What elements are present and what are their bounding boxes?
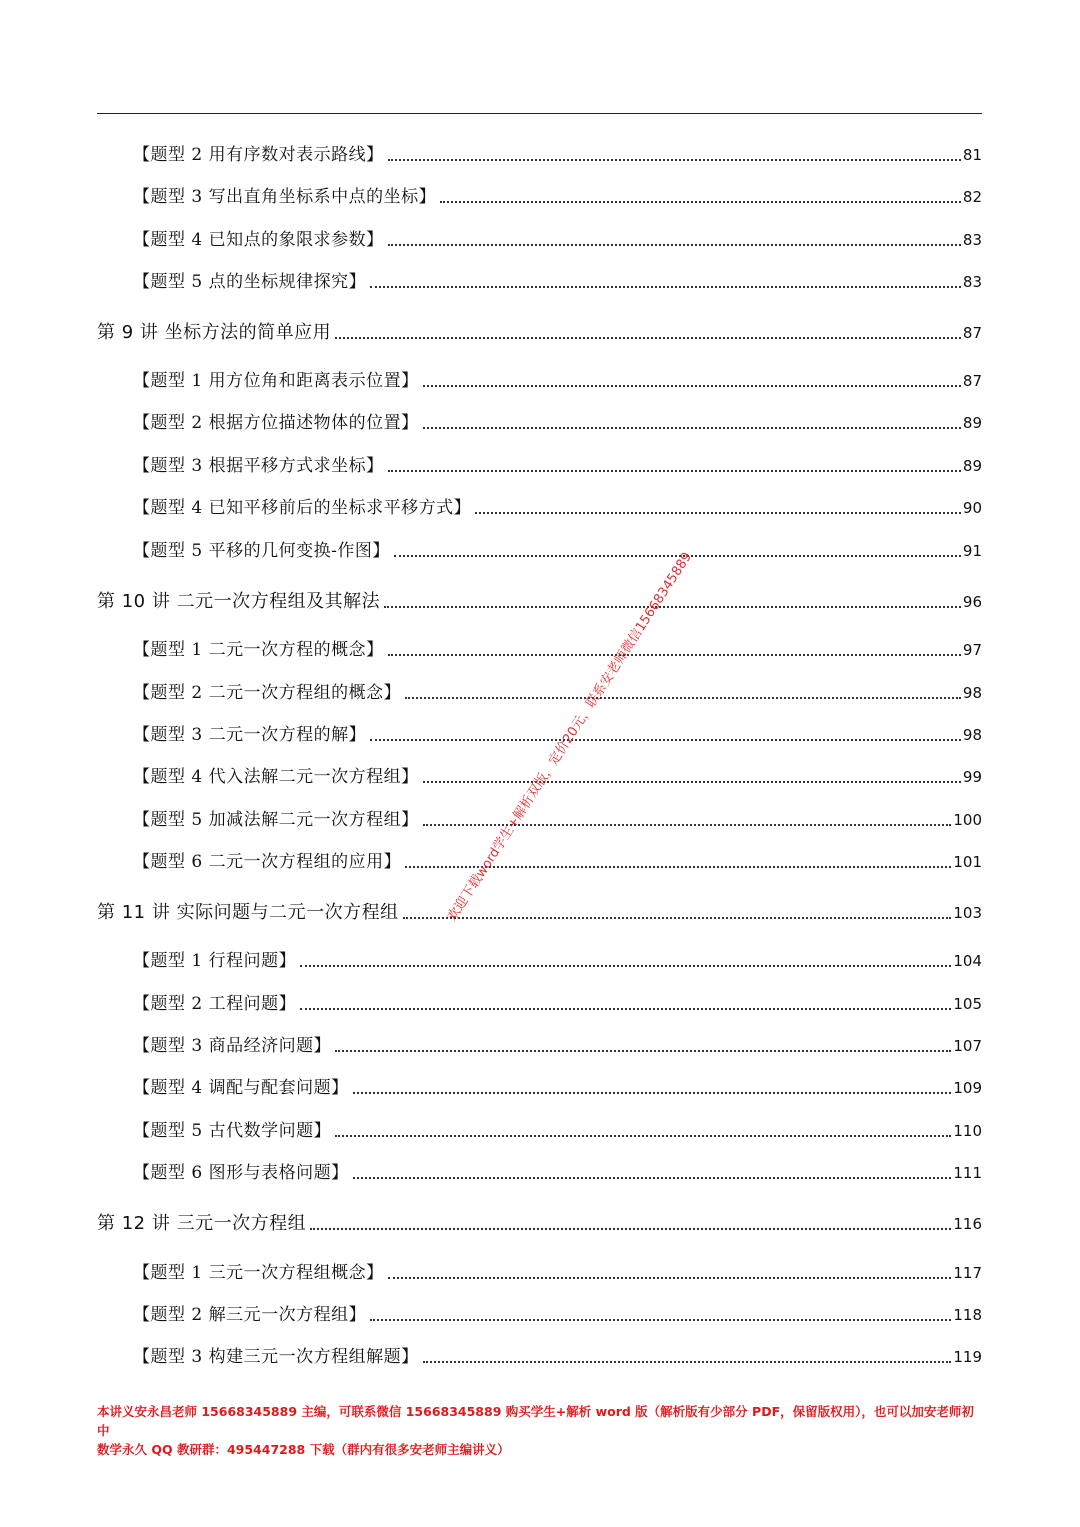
toc-entry-page: 107 — [953, 1037, 982, 1055]
toc-entry-title: 【题型 5 平移的几何变换-作图】 — [133, 541, 390, 561]
toc-chapter-title: 第 12 讲 三元一次方程组 — [97, 1213, 307, 1234]
leader-dots — [335, 337, 961, 339]
toc-entry-title: 【题型 2 工程问题】 — [133, 994, 297, 1014]
toc-chapter-page: 87 — [962, 324, 982, 342]
leader-dots — [384, 606, 961, 608]
leader-dots — [335, 1050, 951, 1052]
toc-entry-title: 【题型 5 点的坐标规律探究】 — [133, 272, 367, 292]
leader-dots — [405, 697, 961, 699]
toc-entry-page: 87 — [962, 372, 982, 390]
toc-entry-title: 【题型 3 商品经济问题】 — [133, 1036, 332, 1056]
toc-entry[interactable] — [133, 267, 982, 293]
toc-entry-page: 99 — [962, 768, 982, 786]
toc-entry[interactable] — [133, 451, 982, 477]
toc-entry-page: 101 — [953, 853, 982, 871]
toc-chapter[interactable] — [97, 587, 982, 613]
toc-entry-page: 100 — [953, 811, 982, 829]
toc-entry-page: 117 — [953, 1264, 982, 1282]
toc-entry[interactable] — [133, 678, 982, 704]
toc-entry[interactable] — [133, 1116, 982, 1142]
leader-dots — [310, 1228, 951, 1230]
toc-chapter[interactable] — [97, 318, 982, 344]
toc-chapter[interactable] — [97, 898, 982, 924]
leader-dots — [423, 385, 961, 387]
toc-entry-title: 【题型 3 二元一次方程的解】 — [133, 725, 367, 745]
leader-dots — [403, 917, 952, 919]
toc-entry-title: 【题型 1 二元一次方程的概念】 — [133, 640, 384, 660]
toc-entry-page: 98 — [962, 726, 982, 744]
toc-chapter-title: 第 10 讲 二元一次方程组及其解法 — [97, 591, 381, 612]
leader-dots — [370, 286, 961, 288]
toc-entry[interactable] — [133, 1158, 982, 1184]
toc-entry[interactable] — [133, 493, 982, 519]
leader-dots — [423, 781, 961, 783]
leader-dots — [423, 1361, 952, 1363]
leader-dots — [353, 1177, 952, 1179]
toc-entry-title: 【题型 1 行程问题】 — [133, 951, 297, 971]
toc-entry-title: 【题型 1 三元一次方程组概念】 — [133, 1263, 384, 1283]
toc-entry-page: 83 — [962, 273, 982, 291]
toc-entry-title: 【题型 5 加减法解二元一次方程组】 — [133, 810, 419, 830]
toc-entry-title: 【题型 4 代入法解二元一次方程组】 — [133, 767, 419, 787]
toc-entry[interactable] — [133, 1342, 982, 1368]
toc-entry-title: 【题型 4 已知平移前后的坐标求平移方式】 — [133, 498, 472, 518]
toc-entry-page: 82 — [962, 188, 982, 206]
leader-dots — [388, 470, 961, 472]
toc-entry-page: 89 — [962, 414, 982, 432]
toc-entry-title: 【题型 5 古代数学问题】 — [133, 1121, 332, 1141]
leader-dots — [353, 1092, 952, 1094]
toc-entry-title: 【题型 6 二元一次方程组的应用】 — [133, 852, 402, 872]
toc-entry[interactable] — [133, 408, 982, 434]
toc-entry-page: 81 — [962, 146, 982, 164]
toc-entry-page: 105 — [953, 995, 982, 1013]
leader-dots — [335, 1135, 951, 1137]
toc-entry[interactable] — [133, 1031, 982, 1057]
leader-dots — [440, 201, 961, 203]
toc-entry[interactable] — [133, 635, 982, 661]
toc-entry-title: 【题型 3 根据平移方式求坐标】 — [133, 456, 384, 476]
toc-entry-title: 【题型 2 二元一次方程组的概念】 — [133, 683, 402, 703]
leader-dots — [423, 427, 961, 429]
toc-entry[interactable] — [133, 946, 982, 972]
leader-dots — [388, 244, 961, 246]
watermark-text: 欢迎下载word学生+解析双版，定价20元，联系安老师微信15668345889 — [444, 549, 696, 925]
toc-entry-page: 111 — [953, 1164, 982, 1182]
toc-entry-page: 89 — [962, 457, 982, 475]
toc-entry-title: 【题型 1 用方位角和距离表示位置】 — [133, 371, 419, 391]
toc-entry-title: 【题型 2 根据方位描述物体的位置】 — [133, 413, 419, 433]
toc-chapter-page: 103 — [953, 904, 982, 922]
leader-dots — [388, 159, 961, 161]
toc-entry[interactable] — [133, 805, 982, 831]
toc-entry[interactable] — [133, 847, 982, 873]
toc-chapter[interactable] — [97, 1209, 982, 1235]
toc-entry-title: 【题型 4 已知点的象限求参数】 — [133, 230, 384, 250]
toc-entry[interactable] — [133, 1073, 982, 1099]
toc-chapter-title: 第 11 讲 实际问题与二元一次方程组 — [97, 902, 399, 923]
toc-entry-title: 【题型 2 用有序数对表示路线】 — [133, 145, 384, 165]
leader-dots — [300, 965, 951, 967]
toc-entry-page: 110 — [953, 1122, 982, 1140]
leader-dots — [370, 1319, 951, 1321]
toc-entry-title: 【题型 6 图形与表格问题】 — [133, 1163, 349, 1183]
toc-chapter-title: 第 9 讲 坐标方法的简单应用 — [97, 322, 332, 343]
toc-entry[interactable] — [133, 225, 982, 251]
toc-entry[interactable] — [133, 140, 982, 166]
toc-entry[interactable] — [133, 366, 982, 392]
toc-entry[interactable] — [133, 1300, 982, 1326]
toc-entry-page: 119 — [953, 1348, 982, 1366]
toc-entry-page: 97 — [962, 641, 982, 659]
toc-entry[interactable] — [133, 989, 982, 1015]
toc-entry[interactable] — [133, 182, 982, 208]
toc-entry[interactable] — [133, 536, 982, 562]
footer-notice — [97, 1402, 982, 1459]
toc-entry-title: 【题型 4 调配与配套问题】 — [133, 1078, 349, 1098]
leader-dots — [388, 654, 961, 656]
footer-line-1: 本讲义安永昌老师 15668345889 主编，可联系微信 15668345889 购买学生+解析 word 版（解析版有少部分 PDF，保留版权用），也可以加安老师初中 — [97, 1404, 974, 1438]
toc-chapter-page: 116 — [953, 1215, 982, 1233]
footer-line-2: 数学永久 QQ 教研群：495447288 下载（群内有很多安老师主编讲义） — [97, 1442, 510, 1457]
toc-entry-page: 109 — [953, 1079, 982, 1097]
toc-entry-title: 【题型 3 写出直角坐标系中点的坐标】 — [133, 187, 437, 207]
toc-entry-title: 【题型 2 解三元一次方程组】 — [133, 1305, 367, 1325]
toc-entry-page: 98 — [962, 684, 982, 702]
toc-entry-page: 104 — [953, 952, 982, 970]
toc-chapter-page: 96 — [962, 593, 982, 611]
toc-entry-page: 83 — [962, 231, 982, 249]
toc-entry[interactable] — [133, 1258, 982, 1284]
leader-dots — [475, 512, 961, 514]
toc-entry-page: 118 — [953, 1306, 982, 1324]
leader-dots — [370, 739, 961, 741]
toc-entry-page: 90 — [962, 499, 982, 517]
toc-entry-page: 91 — [962, 542, 982, 560]
toc-entry-title: 【题型 3 构建三元一次方程组解题】 — [133, 1347, 419, 1367]
leader-dots — [388, 1277, 952, 1279]
leader-dots — [300, 1008, 951, 1010]
